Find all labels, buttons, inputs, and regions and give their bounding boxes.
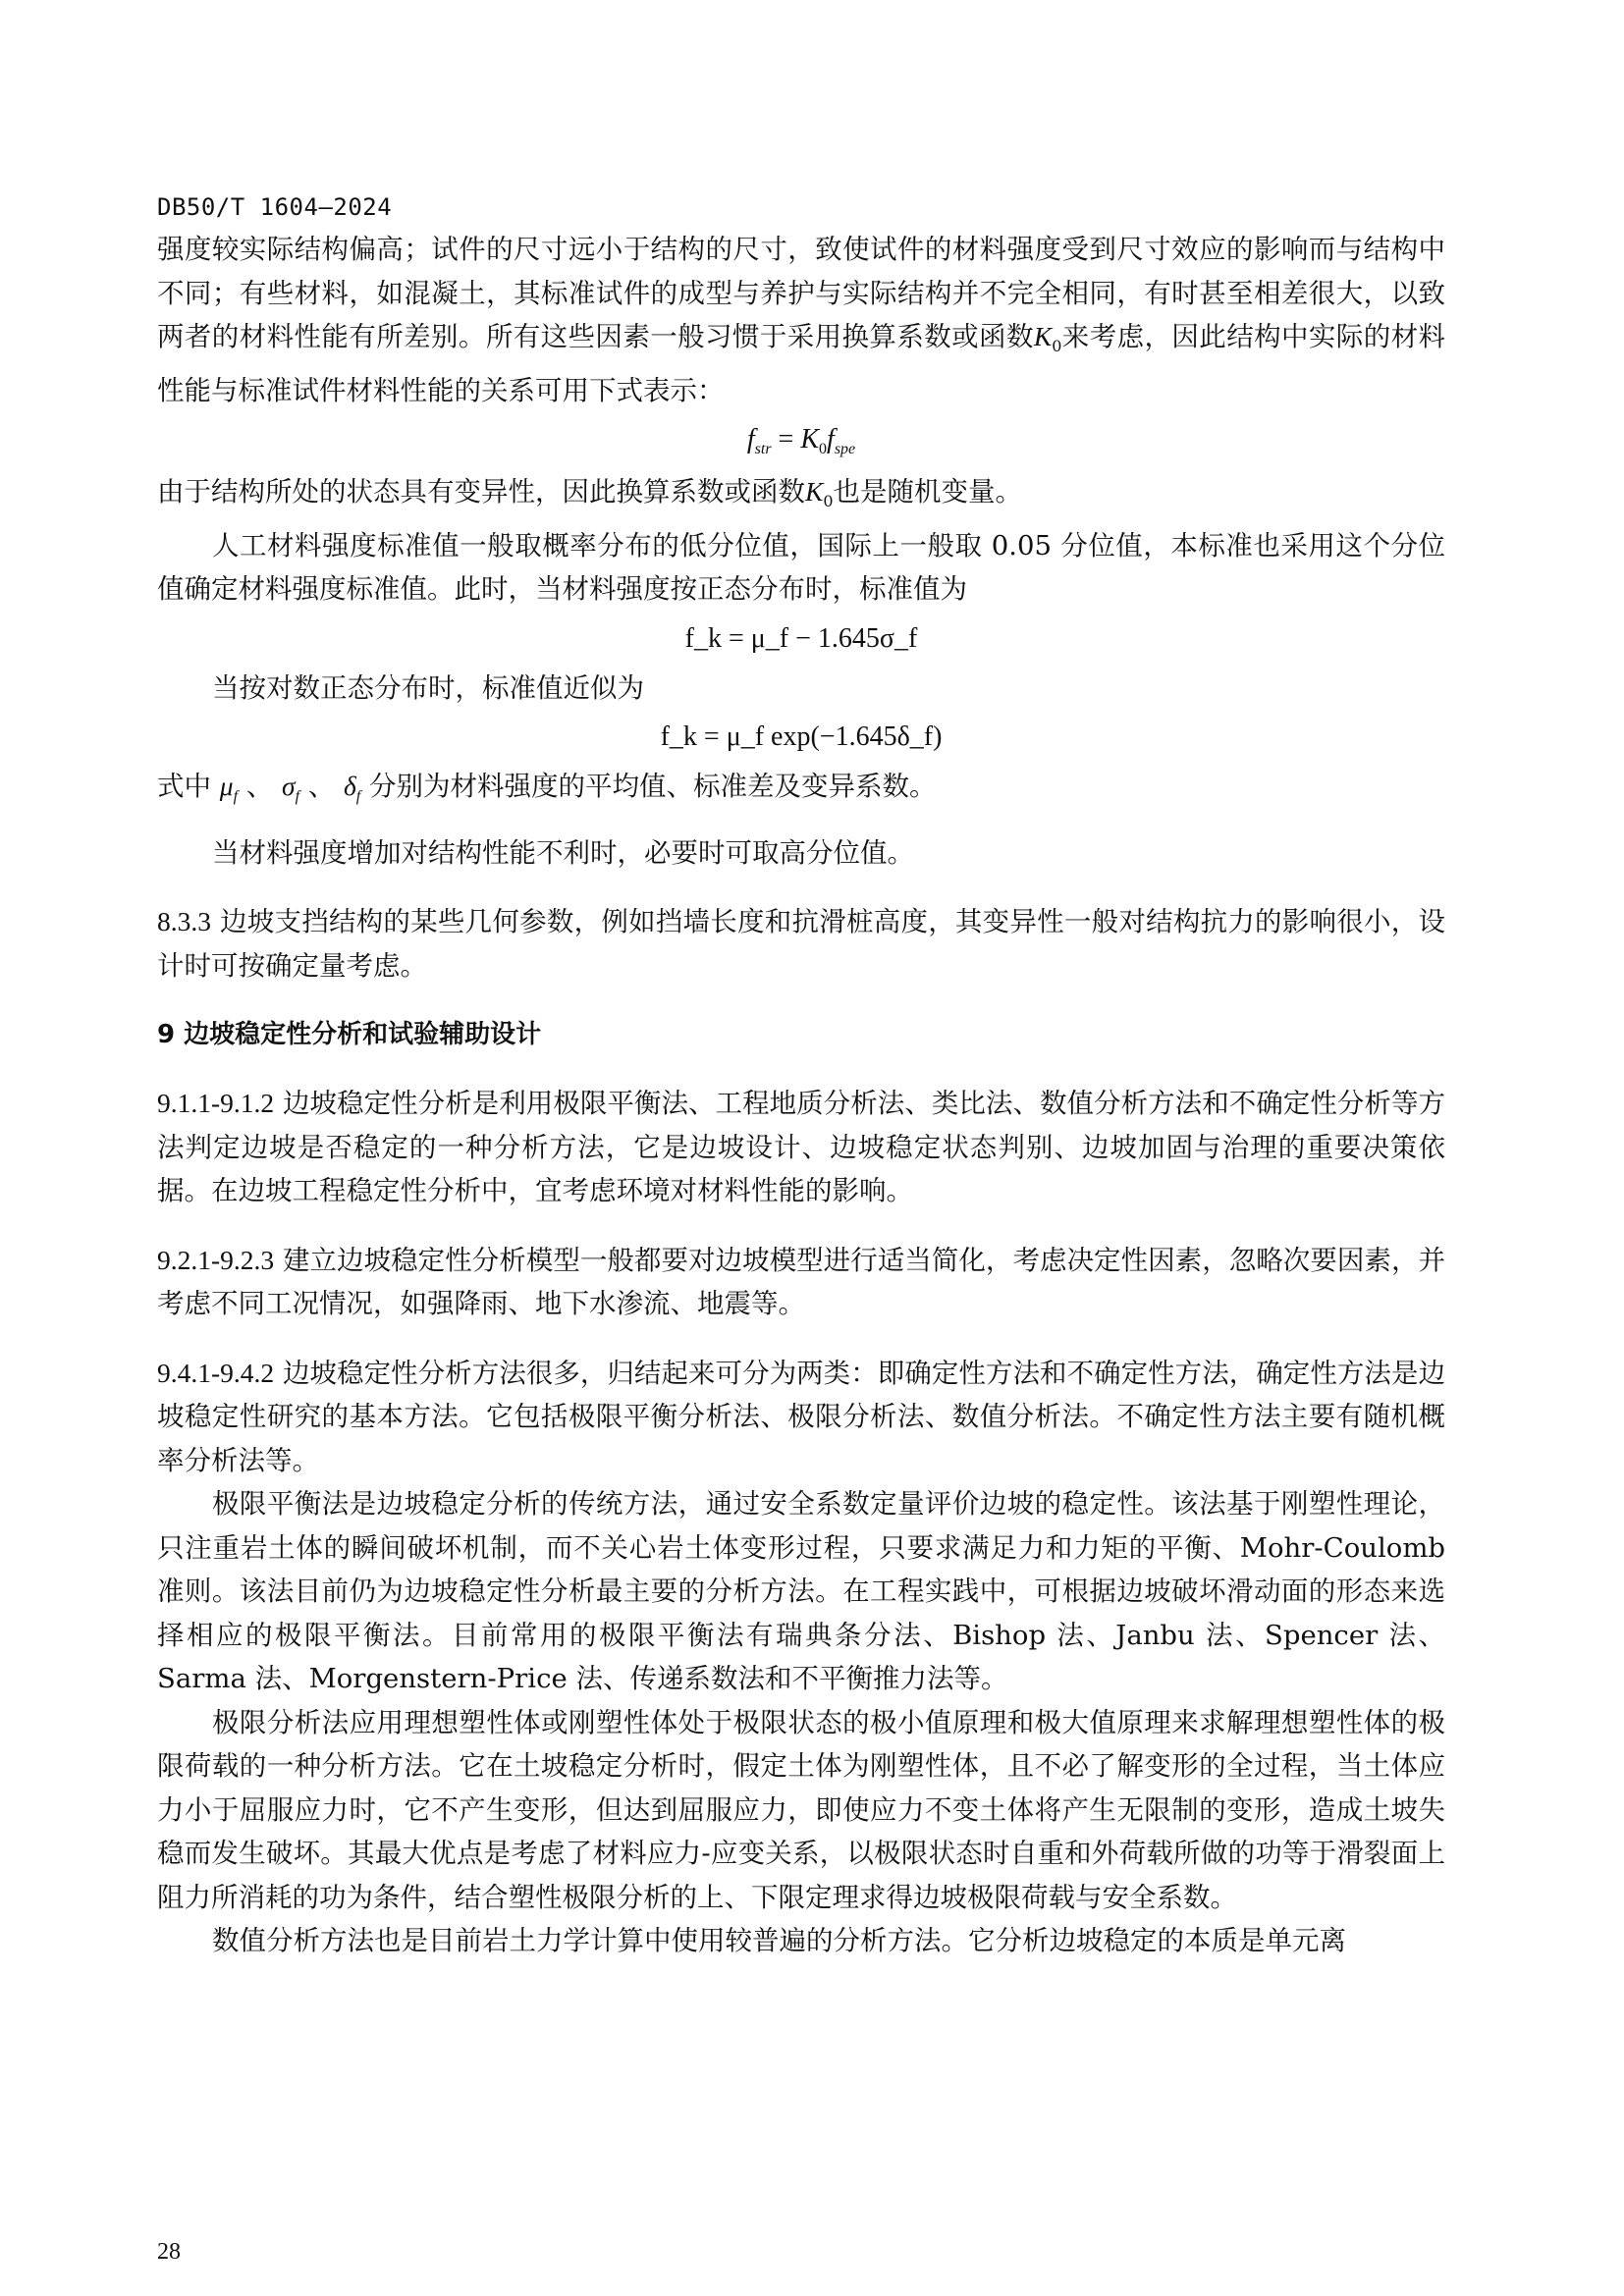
paragraph-size-effect: 强度较实际结构偏高；试件的尺寸远小于结构的尺寸，致使试件的材料强度受到尺寸效应的影响而与结构中不同；有些材料，如混凝土，其标准试件的成型与养护与实际结构并不完全相同，有时甚至相差很大，以致两者的材料性能有所差别。所有这些因素一般习惯于采用换算系数或函数$K_0$来考虑，因此结构中实际的材料性能与标准试件材料性能的关系可用下式表示： — [157, 234, 1446, 406]
page-number: 28 — [157, 2239, 181, 2265]
paragraph-lognormal: 当按对数正态分布时，标准值近似为 — [212, 671, 644, 704]
page-content — [157, 228, 1445, 1963]
paragraph-limit-equilibrium: 极限平衡法是边坡稳定分析的传统方法，通过安全系数定量评价边坡的稳定性。该法基于刚塑性理论，只注重岩土体的瞬间破坏机制，而不关心岩土体变形过程，只要求满足力和力矩的平衡、Mohr-Coulomb 准则。该法目前仍为边坡稳定性分析最主要的分析方法。在工程实践中，可根据边坡破坏滑动面的形态来选择相应的极限平衡法。目前常用的极限平衡法有瑞典条分法、Bishop 法、Janbu 法、Spencer 法、Sarma 法、Morgenstern-Price 法、传递系数法和不平衡推力法等。 — [157, 1488, 1445, 1694]
section-9-heading: 9 边坡稳定性分析和试验辅助设计 — [157, 1020, 542, 1049]
paragraph-standard-value: 人工材料强度标准值一般取概率分布的低分位值，国际上一般取 0.05 分位值，本标准也采用这个分位值确定材料强度标准值。此时，当材料强度按正态分布时，标准值为 — [157, 529, 1445, 605]
clause-9-1: 9.1.1-9.1.2 边坡稳定性分析是利用极限平衡法、工程地质分析法、类比法、数值分析方法和不确定性分析等方法判定边坡是否稳定的一种分析方法，它是边坡设计、边坡稳定状态判别、边坡加固与治理的重要决策依据。在边坡工程稳定性分析中，宜考虑环境对材料性能的影响。 — [157, 1088, 1445, 1206]
formula-normal-distribution: f_k = μ_f − 1.645σ_f — [684, 622, 918, 654]
paragraph-random-variable: 由于结构所处的状态具有变异性，因此换算系数或函数$K_0$也是随机变量。 — [157, 476, 1023, 510]
document-code-header: DB50/T 1604—2024 — [157, 193, 393, 221]
paragraph-high-quantile: 当材料强度增加对结构性能不利时，必要时可取高分位值。 — [212, 836, 914, 869]
paragraph-limit-analysis: 极限分析法应用理想塑性体或刚塑性体处于极限状态的极小值原理和极大值原理来求解理想塑性体的极限荷载的一种分析方法。它在土坡稳定分析时，假定土体为刚塑性体，且不必了解变形的全过程，当土体应力小于屈服应力时，它不产生变形，但达到屈服应力，即使应力不变土体将产生无限制的变形，造成土坡失稳而发生破坏。其最大优点是考虑了材料应力-应变关系，以极限状态时自重和外荷载所做的功等于滑裂面上阻力所消耗的功为条件，结合塑性极限分析的上、下限定理求得边坡极限荷载与安全系数。 — [157, 1706, 1445, 1913]
clause-9-2: 9.2.1-9.2.3 建立边坡稳定性分析模型一般都要对边坡模型进行适当简化，考虑决定性因素，忽略次要因素，并考虑不同工况情况，如强降雨、地下水渗流、地震等。 — [157, 1244, 1445, 1319]
clause-9-4: 9.4.1-9.4.2 边坡稳定性分析方法很多，归结起来可分为两类：即确定性方法和不确定性方法，确定性方法是边坡稳定性研究的基本方法。它包括极限平衡分析法、极限分析法、数值分析法。不确定性方法主要有随机概率分析法等。 — [157, 1357, 1445, 1476]
formula-strength-conversion: $f_{str} = K_0f_{spe}$ — [746, 424, 856, 457]
paragraph-symbol-definitions: 式中 $\mu_f$ 、 $\sigma_f$ 、 $\delta_f$ 分别为材料强度的平均值、标准差及变异系数。 — [157, 771, 937, 805]
clause-8-3-3: 8.3.3 边坡支挡结构的某些几何参数，例如挡墙长度和抗滑桩高度，其变异性一般对结构抗力的影响很小，设计时可按确定量考虑。 — [157, 906, 1445, 982]
paragraph-numerical-analysis: 数值分析方法也是目前岩土力学计算中使用较普遍的分析方法。它分析边坡稳定的本质是单元离 — [212, 1925, 1346, 1956]
formula-lognormal: f_k = μ_f exp(−1.645δ_f) — [660, 721, 943, 752]
